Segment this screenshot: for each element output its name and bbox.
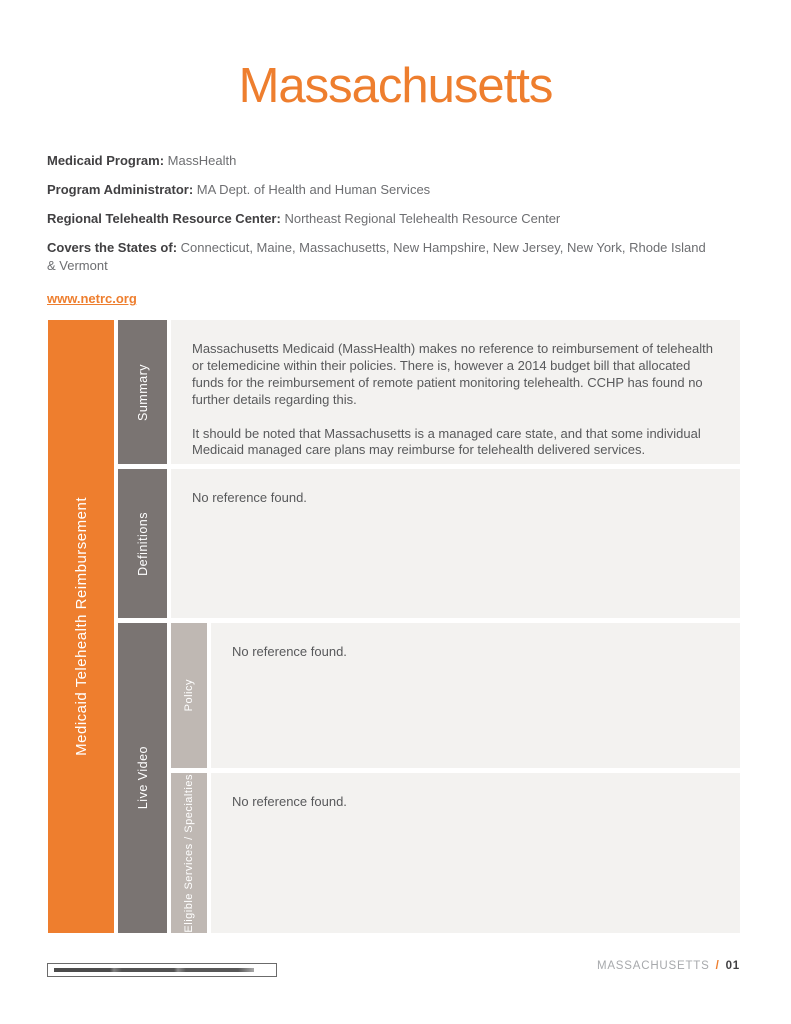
info-field-program-administrator <box>47 181 707 200</box>
category-cell-summary <box>118 320 167 464</box>
info-field-resource-center <box>47 210 707 229</box>
content-cell-eligible-services <box>211 773 740 933</box>
summary-paragraph-2: It should be noted that Massachusetts is a managed care state, and that some individual Medicaid managed care plans may reimburse for telehealth delivered services. <box>192 425 701 458</box>
footnote-box <box>47 963 277 977</box>
category-label-definitions: Definitions <box>135 511 150 576</box>
definitions-text: No reference found. <box>192 490 307 505</box>
field-label: Regional Telehealth Resource Center: <box>47 210 281 226</box>
category-label-summary: Summary <box>135 363 150 421</box>
field-value: Northeast Regional Telehealth Resource Center <box>284 210 561 226</box>
footer-separator: / <box>715 960 720 972</box>
matrix-sidebar <box>48 320 114 933</box>
subcategory-label-policy: Policy <box>183 679 195 712</box>
info-field-medicaid-program <box>47 152 707 171</box>
field-label: Covers the States of: <box>47 239 178 255</box>
eligible-services-text: No reference found. <box>232 794 347 809</box>
page-title: Massachusetts <box>238 59 553 113</box>
info-field-covered-states <box>47 239 707 277</box>
subcategory-cell-eligible-services <box>171 773 207 933</box>
field-label: Program Administrator: <box>47 181 194 197</box>
field-value: MassHealth <box>167 153 237 168</box>
reimbursement-matrix <box>48 320 740 933</box>
footer-state-name: MASSACHUSETTS <box>596 960 710 972</box>
policy-text: No reference found. <box>232 644 347 659</box>
subcategory-cell-policy <box>171 623 207 768</box>
footnote-text-smudge <box>54 968 254 972</box>
category-label-live-video: Live Video <box>135 746 150 810</box>
matrix-sidebar-label: Medicaid Telehealth Reimbursement <box>72 497 90 756</box>
category-cell-definitions <box>118 469 167 618</box>
content-cell-policy <box>211 623 740 768</box>
website-link[interactable]: www.netrc.org <box>47 291 137 307</box>
subcategory-label-eligible-services: Eligible Services / Specialties <box>183 773 195 933</box>
content-cell-summary <box>171 320 740 464</box>
footer-page-label <box>597 960 740 972</box>
field-label: Medicaid Program: <box>47 153 165 168</box>
field-value: MA Dept. of Health and Human Services <box>196 181 431 197</box>
footer-page-number: 01 <box>725 960 740 972</box>
field-value: Connecticut, Maine, Massachusetts, New Hampshire, New Jersey, New York, Rhode Island & Vermont <box>47 239 706 274</box>
content-cell-definitions <box>171 469 740 618</box>
category-cell-live-video <box>118 623 167 933</box>
summary-paragraph-1: Massachusetts Medicaid (MassHealth) makes no reference to reimbursement of telehealth or telemedicine within their policies. There is, however a 2014 budget bill that allocated funds for the reimbursement of remote patient monitoring telehealth. CCHP has found no further details regarding this. <box>192 341 713 407</box>
info-block <box>47 152 707 309</box>
